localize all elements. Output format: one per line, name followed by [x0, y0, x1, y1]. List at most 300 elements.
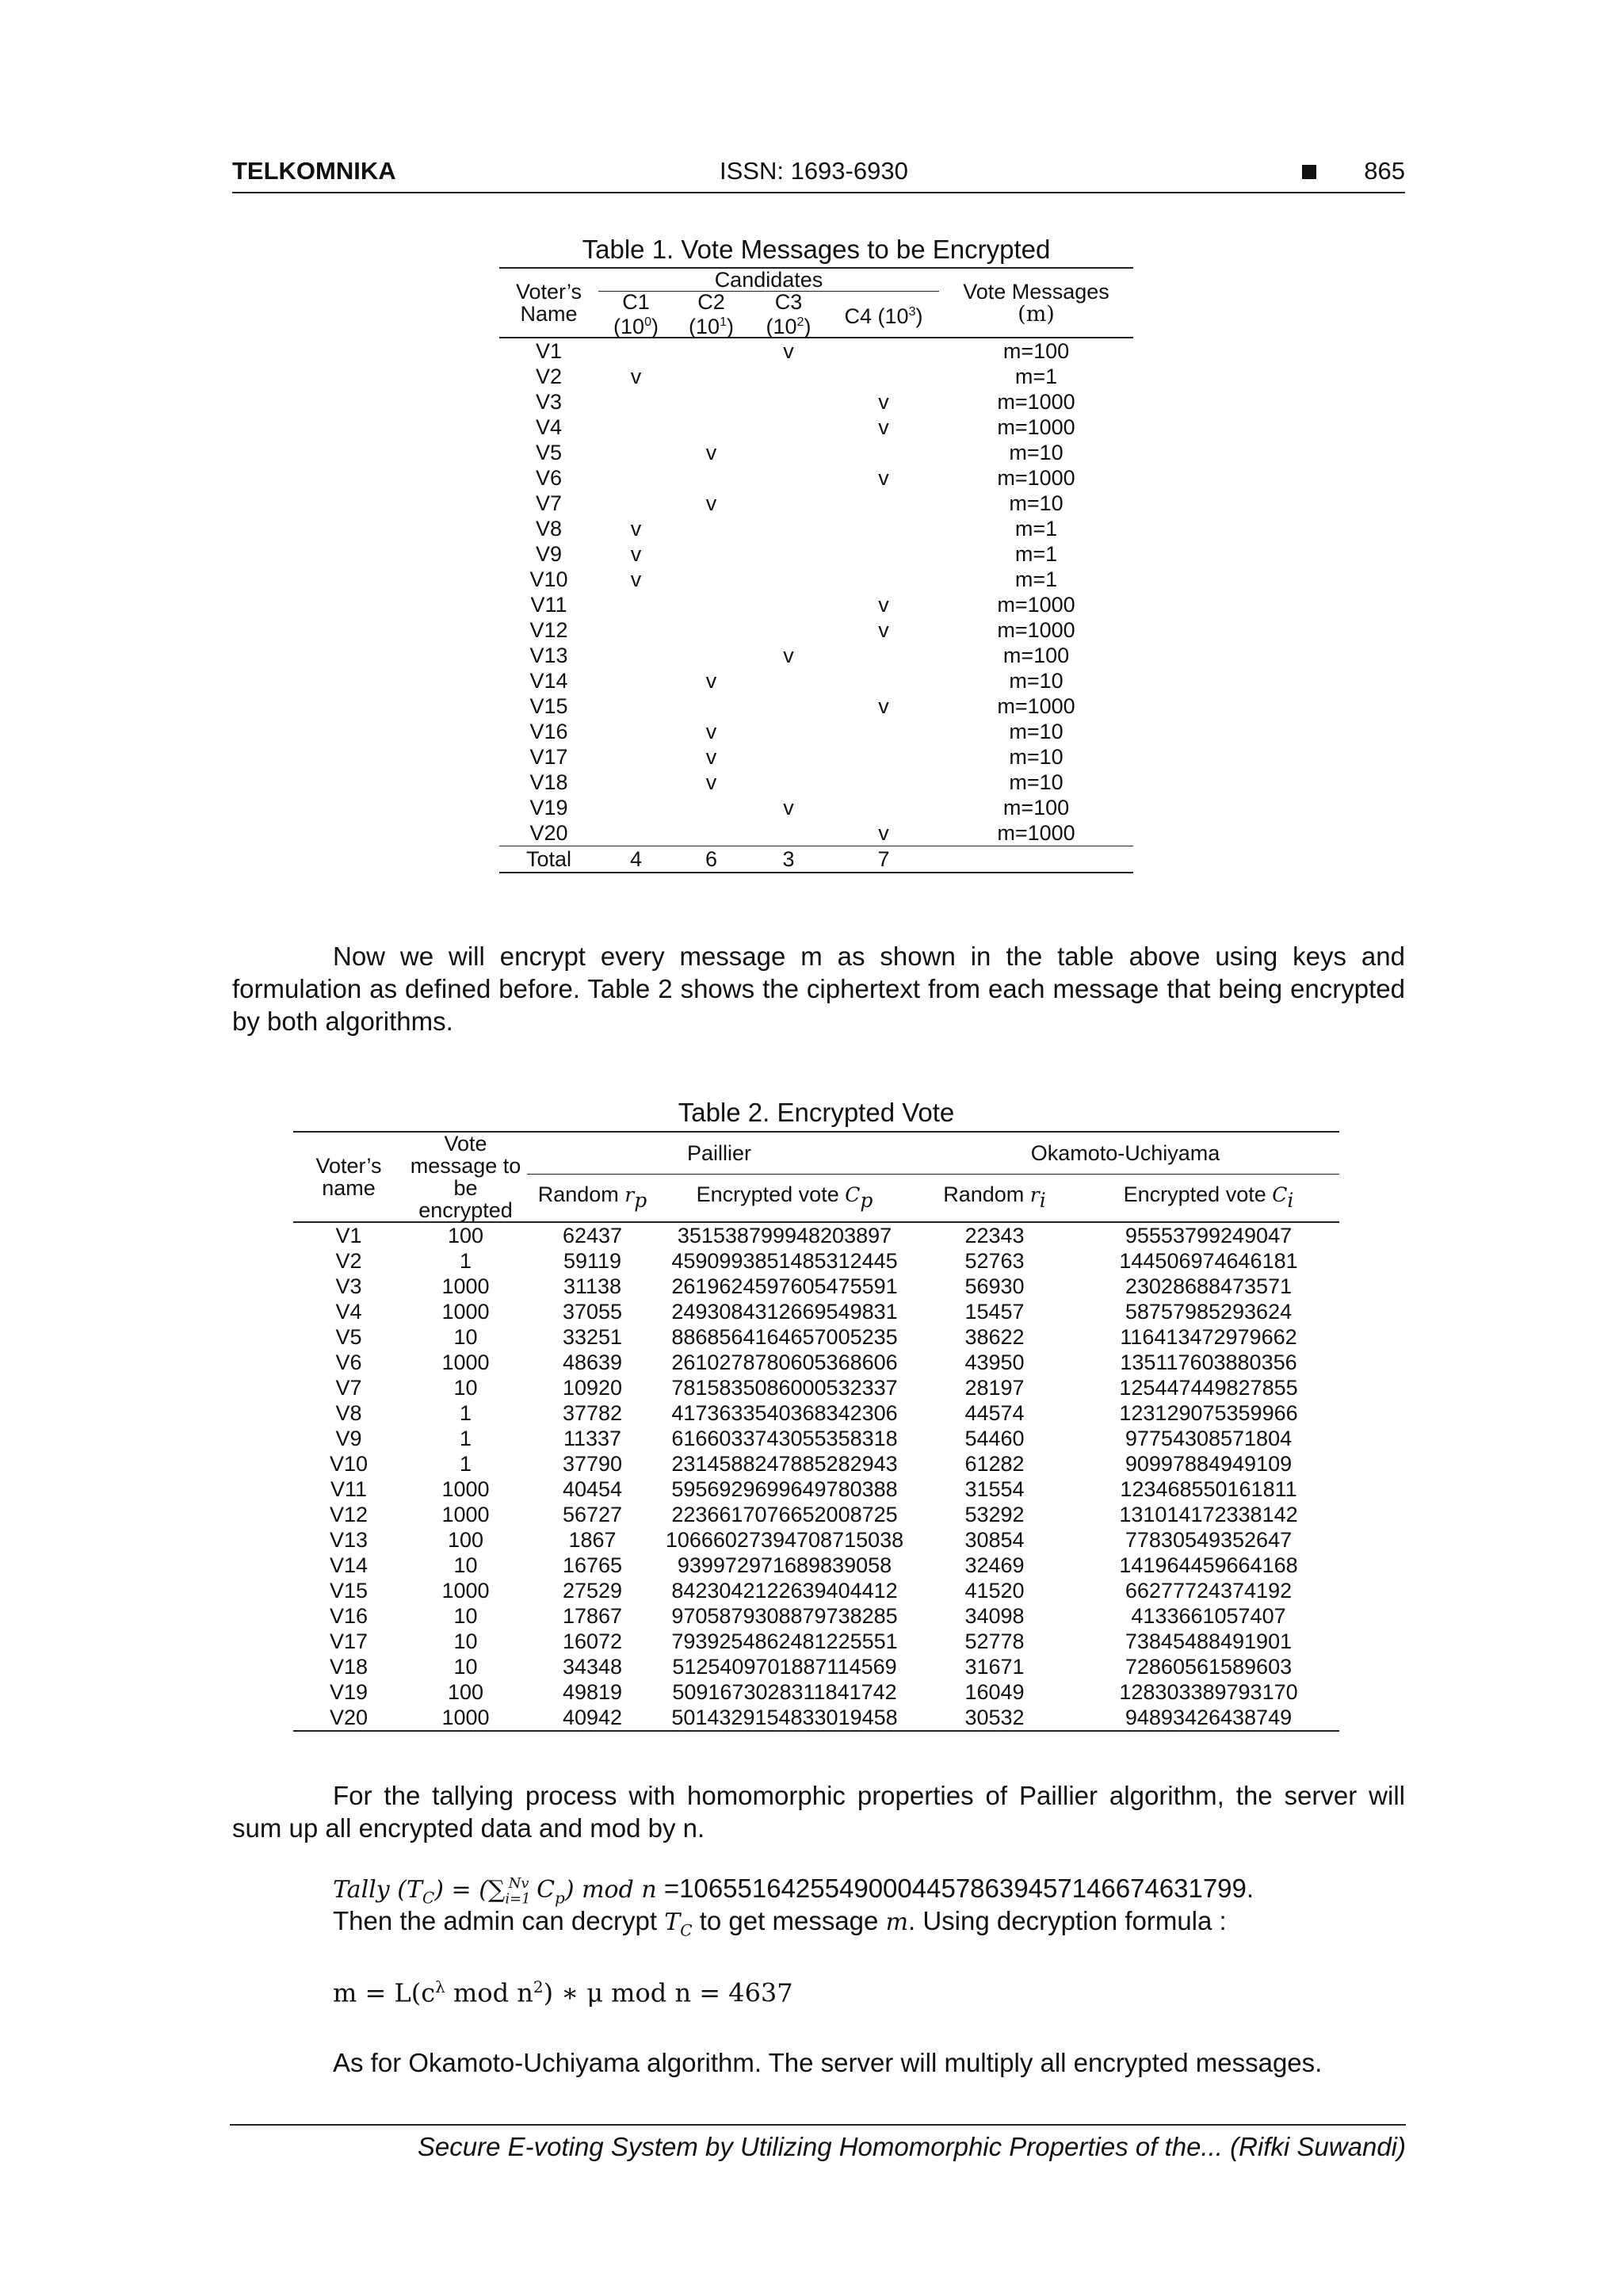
table1-cell: m=1 [1014, 517, 1058, 541]
table1-cell [674, 820, 749, 846]
table2-row [293, 1527, 1339, 1553]
table1-cell: V17 [529, 745, 568, 769]
table2-cell: 61282 [964, 1452, 1025, 1476]
table2-row [293, 1451, 1339, 1477]
table1-cell: m=1 [1014, 567, 1058, 591]
table1-row [499, 415, 1133, 440]
page-number: 865 [1364, 157, 1405, 185]
table1-cell [749, 693, 828, 719]
table2-cell: 1867 [568, 1528, 617, 1552]
table1-cell: v [783, 796, 794, 819]
table1-cell: v [630, 567, 642, 591]
table1-caption: Table 1. Vote Messages to be Encrypted [582, 235, 1051, 264]
table2-cell: 8423042122639404412 [671, 1579, 898, 1603]
table2-row [293, 1248, 1339, 1274]
table2-row [293, 1502, 1339, 1527]
table1-cell: m=1000 [997, 390, 1075, 414]
table2-cell: 1000 [441, 1274, 490, 1298]
table2-cell: 22343 [964, 1224, 1025, 1247]
table1-cell [828, 795, 939, 820]
table1-cell: m=100 [1002, 644, 1070, 667]
table2-cell: 41520 [964, 1579, 1025, 1603]
table2-cell: 2493084312669549831 [671, 1300, 898, 1324]
table2-encrypted-vote [293, 1131, 1339, 1732]
table2-cell: 5014329154833019458 [671, 1706, 898, 1729]
table1-row [499, 491, 1133, 516]
table1-cell [674, 389, 749, 415]
table2-cell: 38622 [964, 1325, 1025, 1349]
table2-cell: V11 [330, 1477, 368, 1501]
table1-cell: m=10 [1009, 441, 1064, 464]
table1-cell: V7 [535, 491, 563, 515]
table1-cell [828, 719, 939, 744]
table1-cell: v [878, 618, 889, 642]
table2-row [293, 1603, 1339, 1629]
table2-cell: V14 [329, 1553, 369, 1577]
table2-cell: 33251 [562, 1325, 623, 1349]
table1-cell [828, 440, 939, 465]
table2-cell: 123129075359966 [1119, 1401, 1298, 1425]
table1-cell: v [878, 466, 889, 490]
table1-cell [828, 491, 939, 516]
table2-cell: V9 [335, 1427, 362, 1450]
table2-cell: 1 [459, 1401, 472, 1425]
table2-cell: V18 [329, 1655, 369, 1679]
table2-cell: V15 [329, 1579, 369, 1603]
table1-cell: V4 [535, 415, 563, 439]
table1-cell [749, 465, 828, 491]
table2-cell: 7939254862481225551 [671, 1629, 898, 1653]
table1-cell: m=10 [1009, 669, 1064, 693]
table2-cell: 2314588247885282943 [671, 1452, 898, 1476]
table1-cell [749, 415, 828, 440]
table1-cell [674, 693, 749, 719]
table1-cell [598, 820, 674, 846]
table1-header-candidates: Candidates [598, 268, 939, 292]
table2-cell: 40942 [562, 1706, 623, 1729]
table2-cell: 37790 [562, 1452, 623, 1476]
table2-cell: 131014172338142 [1119, 1503, 1298, 1526]
table2-cell: 31554 [964, 1477, 1025, 1501]
table1-cell [674, 541, 749, 567]
table1-cell: V14 [529, 669, 568, 693]
table2-cell: 31671 [964, 1655, 1025, 1679]
okamoto-sentence: As for Okamoto-Uchiyama algorithm. The server will multiply all encrypted messages. [333, 2048, 1323, 2077]
table1-cell: m=1000 [997, 618, 1075, 642]
table1-cell [674, 795, 749, 820]
table2-cell: 62437 [562, 1224, 623, 1247]
table1-cell: V16 [529, 720, 568, 743]
table1-cell: v [630, 365, 642, 388]
table1-total-row [499, 846, 1133, 873]
table2-cell: V12 [329, 1503, 369, 1526]
table1-cell: m=100 [1002, 339, 1070, 363]
table2-row [293, 1299, 1339, 1324]
table1-cell [828, 668, 939, 693]
table2-cell: 40454 [562, 1477, 623, 1501]
table2-cell: V1 [335, 1224, 362, 1247]
table2-cell: 97754308571804 [1125, 1427, 1293, 1450]
table2-cell: 15457 [964, 1300, 1025, 1324]
decrypt-sentence: Then the admin can decrypt $T_C$ to get message m. Using decryption formula : [333, 1906, 1227, 1940]
table1-cell [598, 491, 674, 516]
table2-cell: V7 [335, 1376, 362, 1400]
table2-cell: 1 [459, 1452, 472, 1476]
table2-row [293, 1578, 1339, 1603]
table1-cell [828, 770, 939, 795]
table1-cell [674, 465, 749, 491]
table1-cell [598, 693, 674, 719]
table2-cell: 11337 [563, 1427, 622, 1450]
table1-row [499, 820, 1133, 846]
table2-cell: 30854 [964, 1528, 1025, 1552]
table2-cell: 2236617076652008725 [671, 1503, 898, 1526]
table2-cell: 28197 [964, 1376, 1025, 1400]
table1-cell: v [705, 720, 717, 743]
table2-cell: 23028688473571 [1125, 1274, 1293, 1298]
table2-cell: 4173633540368342306 [671, 1401, 898, 1425]
table1-cell: V19 [529, 796, 568, 819]
table1-cell: V6 [535, 466, 563, 490]
table1-cell [598, 389, 674, 415]
table2-cell: 66277724374192 [1125, 1579, 1293, 1603]
table2-cell: 1000 [441, 1503, 490, 1526]
table1-header-vote-messages: Vote Messages (m) [963, 279, 1109, 327]
table2-cell: V2 [335, 1249, 362, 1273]
table1-row [499, 364, 1133, 389]
table1-cell: V3 [535, 390, 563, 414]
table2-row [293, 1553, 1339, 1578]
table1-cell [674, 617, 749, 643]
table2-header-voter: Voter’s name [315, 1154, 382, 1200]
table2-header-random-ri: Random $r_i$ [943, 1182, 1046, 1212]
table1-cell [749, 440, 828, 465]
table2-cell: 44574 [964, 1401, 1025, 1425]
table1-cell: m=1000 [997, 466, 1075, 490]
table2-cell: 52778 [964, 1629, 1025, 1653]
table2-cell: 16049 [964, 1680, 1025, 1704]
table1-total-cell: 7 [828, 846, 939, 873]
table2-row [293, 1400, 1339, 1426]
table1-cell: m=10 [1009, 745, 1064, 769]
table1-cell: v [705, 491, 717, 515]
table1-row [499, 592, 1133, 617]
table1-row [499, 516, 1133, 541]
table1-cell [749, 491, 828, 516]
table2-cell: 53292 [964, 1503, 1025, 1526]
table2-cell: V5 [335, 1325, 362, 1349]
table2-cell: 125447449827855 [1119, 1376, 1298, 1400]
table1-cell [828, 364, 939, 389]
table2-row [293, 1629, 1339, 1654]
table2-cell: 1 [459, 1249, 472, 1273]
table2-header-encrypted-cp: Encrypted vote $C_p$ [696, 1182, 873, 1212]
table1-cell: V15 [529, 694, 568, 718]
table1-cell: m=100 [1002, 796, 1070, 819]
table2-cell: 77830549352647 [1125, 1528, 1293, 1552]
table1-cell: V8 [535, 517, 563, 541]
table2-row [293, 1222, 1339, 1248]
table1-cell [674, 567, 749, 592]
table1-cell [598, 795, 674, 820]
table2-cell: V16 [329, 1604, 369, 1628]
table1-cell [749, 567, 828, 592]
table2-cell: 10 [453, 1553, 478, 1577]
table1-row [499, 795, 1133, 820]
table2-cell: 54460 [964, 1427, 1025, 1450]
table1-cell [598, 465, 674, 491]
table2-row [293, 1274, 1339, 1299]
table2-cell: 49819 [562, 1680, 623, 1704]
table1-cell: m=1000 [997, 593, 1075, 617]
table2-row [293, 1350, 1339, 1375]
table1-row [499, 693, 1133, 719]
table2-cell: 95553799249047 [1125, 1224, 1293, 1247]
table1-cell: m=1000 [997, 694, 1075, 718]
table2-cell: 100 [447, 1224, 484, 1247]
table1-row [499, 617, 1133, 643]
table1-cell: v [705, 669, 717, 693]
table2-cell: 73845488491901 [1125, 1629, 1293, 1653]
table1-cell [674, 516, 749, 541]
table2-cell: 128303389793170 [1119, 1680, 1298, 1704]
table2-cell: 100 [447, 1528, 484, 1552]
table2-row [293, 1375, 1339, 1400]
table1-cell: m=10 [1009, 491, 1064, 515]
table2-cell: 37782 [562, 1401, 623, 1425]
table1-row [499, 744, 1133, 770]
table1-cell [828, 516, 939, 541]
table2-cell: 8868564164657005235 [671, 1325, 898, 1349]
table2-cell: V8 [335, 1401, 362, 1425]
table2-cell: 5125409701887114569 [672, 1655, 897, 1679]
table2-cell: 2610278780605368606 [671, 1350, 898, 1374]
table1-row [499, 567, 1133, 592]
table1-cell [828, 338, 939, 364]
table1-cell: v [878, 593, 889, 617]
table1-cell [598, 643, 674, 668]
running-header [232, 157, 1405, 193]
table1-cell: V12 [529, 618, 568, 642]
footer-rule [230, 2124, 1406, 2126]
paragraph-encrypt-intro: Now we will encrypt every message m as shown in the table above using keys and formulation as defined before. Table 2 shows the ciphertext from each message that being encrypted by both algorithms. [232, 942, 1405, 1036]
table1-cell [749, 389, 828, 415]
table1-cell [749, 719, 828, 744]
table1-row [499, 770, 1133, 795]
table1-header-c3: C3 $(10^2)$ [766, 290, 812, 338]
table1-row [499, 541, 1133, 567]
table1-cell [598, 592, 674, 617]
table1-cell [674, 338, 749, 364]
paragraph-tallying: For the tallying process with homomorphic properties of Paillier algorithm, the server will sum up all encrypted data and mod by n. [232, 1781, 1405, 1843]
table2-header-paillier: Paillier [527, 1132, 911, 1174]
table2-cell: 10666027394708715038 [665, 1528, 904, 1552]
table1-cell [749, 592, 828, 617]
table2-cell: 939972971689839058 [677, 1553, 892, 1577]
table2-cell: 10 [453, 1629, 478, 1653]
table2-cell: V13 [329, 1528, 369, 1552]
table2-cell: 1000 [441, 1579, 490, 1603]
table2-cell: 10 [453, 1655, 478, 1679]
table2-cell: 56930 [964, 1274, 1025, 1298]
table2-cell: 27529 [562, 1579, 623, 1603]
table1-cell [674, 364, 749, 389]
table1-cell: v [705, 745, 717, 769]
table2-cell: V20 [329, 1706, 369, 1729]
table1-row [499, 719, 1133, 744]
table1-cell [674, 643, 749, 668]
table1-cell [828, 643, 939, 668]
journal-name: TELKOMNIKA [232, 157, 396, 185]
table1-row [499, 440, 1133, 465]
decryption-formula: $m = L(c^\lambda$ mod $n^2$) ∗ μ mod n = 4637 [333, 1977, 793, 2008]
table2-header-okamoto: Okamoto-Uchiyama [911, 1132, 1339, 1174]
table1-cell [598, 338, 674, 364]
table2-cell: 9705879308879738285 [671, 1604, 898, 1628]
table1-cell [674, 415, 749, 440]
table1-row [499, 643, 1133, 668]
table2-row [293, 1705, 1339, 1731]
table1-cell: v [630, 517, 642, 541]
table2-row [293, 1679, 1339, 1705]
table1-total-cell [939, 846, 1133, 873]
table2-cell: 1000 [441, 1350, 490, 1374]
table1-cell: V13 [529, 644, 568, 667]
table2-cell: 1000 [441, 1477, 490, 1501]
table2-header-vote-message: Vote message to be encrypted [410, 1132, 521, 1222]
table2-cell: 58757985293624 [1125, 1300, 1293, 1324]
running-footer: Secure E-voting System by Utilizing Homomorphic Properties of the... (Rifki Suwandi) [417, 2132, 1406, 2161]
table2-cell: 90997884949109 [1125, 1452, 1293, 1476]
table1-cell: V20 [529, 821, 568, 845]
table2-cell: 5956929699649780388 [671, 1477, 898, 1501]
table2-cell: 52763 [964, 1249, 1025, 1273]
table1-cell: v [878, 694, 889, 718]
table1-cell [598, 415, 674, 440]
table1-cell: m=10 [1009, 770, 1064, 794]
table2-cell: V3 [335, 1274, 362, 1298]
table2-cell: V17 [329, 1629, 369, 1653]
table1-cell [598, 719, 674, 744]
table1-total-cell: 4 [598, 846, 674, 873]
table1-header-c2: C2 $(10^1)$ [689, 290, 734, 338]
table1-cell: V9 [535, 542, 563, 566]
table1-cell [828, 541, 939, 567]
table1-cell: v [878, 390, 889, 414]
table2-cell: 59119 [563, 1249, 622, 1273]
table1-cell [828, 567, 939, 592]
table2-cell: 94893426438749 [1125, 1706, 1293, 1729]
table2-cell: 100 [447, 1680, 484, 1704]
square-bullet-icon [1302, 165, 1316, 179]
table1-cell: v [878, 415, 889, 439]
table2-cell: 116413472979662 [1120, 1325, 1297, 1349]
table1-cell [674, 592, 749, 617]
table1-total-cell: Total [499, 846, 598, 873]
table1-row [499, 338, 1133, 364]
table2-cell: 141964459664168 [1119, 1553, 1298, 1577]
table1-header-c1: C1 $(10^0)$ [613, 290, 659, 338]
table1-cell [828, 744, 939, 770]
table1-cell [749, 364, 828, 389]
table1-cell: V5 [535, 441, 563, 464]
issn: ISSN: 1693-6930 [720, 157, 908, 185]
table2-cell: 10920 [562, 1376, 623, 1400]
table1-row [499, 389, 1133, 415]
table1-cell: m=1000 [997, 415, 1075, 439]
table1-cell [598, 440, 674, 465]
table2-header-random-rp: Random $r_p$ [537, 1182, 647, 1212]
table1-cell [749, 744, 828, 770]
table2-cell: 43950 [964, 1350, 1025, 1374]
table2-cell: 123468550161811 [1120, 1477, 1297, 1501]
table1-cell: V11 [530, 593, 567, 617]
table1-cell: v [783, 339, 794, 363]
table2-row [293, 1477, 1339, 1502]
table2-cell: V6 [335, 1350, 362, 1374]
table2-cell: 31138 [563, 1274, 622, 1298]
table2-caption: Table 2. Encrypted Vote [678, 1098, 955, 1127]
table2-row [293, 1324, 1339, 1350]
table1-cell [749, 617, 828, 643]
table1-cell: v [705, 770, 717, 794]
table2-cell: 4133661057407 [1131, 1604, 1286, 1628]
table1-cell: v [705, 441, 717, 464]
table2-cell: 48639 [562, 1350, 623, 1374]
table1-cell: v [878, 821, 889, 845]
table2-cell: 30532 [964, 1706, 1025, 1729]
table2-cell: V4 [335, 1300, 362, 1324]
table2-cell: 10 [453, 1376, 478, 1400]
table1-cell [598, 744, 674, 770]
table1-cell: m=10 [1009, 720, 1064, 743]
table2-cell: 2619624597605475591 [671, 1274, 898, 1298]
table1-cell: V18 [529, 770, 568, 794]
table2-cell: 34348 [562, 1655, 623, 1679]
table2-cell: 5091673028311841742 [672, 1680, 897, 1704]
table1-cell: m=1 [1014, 365, 1058, 388]
table1-cell [598, 668, 674, 693]
table1-header-c4: C4 $(10^3)$ [844, 304, 923, 328]
table2-cell: 37055 [562, 1300, 623, 1324]
table1-total-cell: 6 [674, 846, 749, 873]
table1-cell [749, 516, 828, 541]
table2-cell: 144506974646181 [1119, 1249, 1298, 1273]
table2-cell: 4590993851485312445 [671, 1249, 898, 1273]
table1-cell: v [630, 542, 642, 566]
table1-cell: V2 [535, 365, 563, 388]
table2-header-encrypted-ci: Encrypted vote $C_i$ [1123, 1182, 1294, 1212]
table2-cell: 1 [459, 1427, 472, 1450]
table2-cell: 1000 [441, 1706, 490, 1729]
table2-cell: V10 [329, 1452, 369, 1476]
table2-row [293, 1426, 1339, 1451]
table2-cell: 34098 [964, 1604, 1025, 1628]
table1-cell [598, 770, 674, 795]
table1-row [499, 465, 1133, 491]
table2-cell: 56727 [562, 1503, 623, 1526]
table2-cell: 16072 [562, 1629, 623, 1653]
table1-cell [749, 770, 828, 795]
table2-cell: 17867 [562, 1604, 623, 1628]
table1-cell [598, 617, 674, 643]
table1-cell [749, 541, 828, 567]
table1-vote-messages [499, 267, 1133, 873]
table1-header-voter: Voter’s Name [515, 280, 582, 326]
table2-cell: 7815835086000532337 [671, 1376, 898, 1400]
table2-cell: 10 [453, 1325, 478, 1349]
table1-cell [749, 820, 828, 846]
